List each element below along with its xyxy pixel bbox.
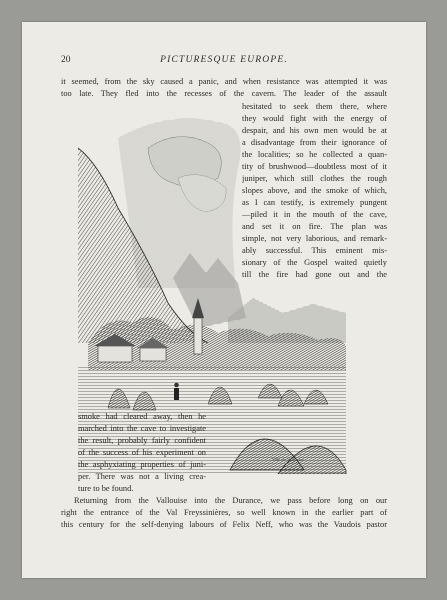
body-line: slopes above, and the smoke of which, bbox=[242, 186, 387, 195]
body-line: hesitated to seek them there, where bbox=[242, 102, 387, 111]
body-line: juniper, which still clothes the rough bbox=[242, 174, 387, 183]
body-line: smoke had cleared away, then he bbox=[78, 412, 206, 421]
house bbox=[140, 348, 166, 361]
body-line: of the success of his experiment on bbox=[78, 448, 206, 457]
body-line: it seemed, from the sky caused a panic, and when resistance was attempted it was bbox=[61, 77, 387, 86]
body-line: the asphyxiating properties of juni- bbox=[78, 460, 206, 469]
book-page bbox=[22, 22, 426, 578]
body-line: a disadvantage from their ignorance of bbox=[242, 138, 387, 147]
body-line: tity of brushwood—doubtless most of it bbox=[242, 162, 387, 171]
body-line: per. There was not a living crea- bbox=[78, 472, 206, 481]
farmer-figure bbox=[174, 388, 179, 400]
illustration-caption: Ville de Vallouise bbox=[272, 457, 304, 462]
body-line: ably successful. This eminent mis- bbox=[242, 246, 387, 255]
page-number: 20 bbox=[61, 55, 71, 65]
house bbox=[98, 346, 132, 362]
page-header bbox=[22, 55, 426, 69]
body-line: —piled it in the mouth of the cave, bbox=[242, 210, 387, 219]
body-line: sionary of the Gospel waited quietly bbox=[242, 258, 387, 267]
body-line: till the fire had gone out and the bbox=[242, 270, 387, 279]
body-line: as I can testify, is extremely pungent bbox=[242, 198, 387, 207]
running-title: PICTURESQUE EUROPE. bbox=[160, 55, 288, 65]
body-line: Returning from the Vallouise into the Durance, we pass before long on our bbox=[74, 496, 387, 505]
body-line: ture to be found. bbox=[78, 484, 134, 493]
body-line: and set it on fire. The plan was bbox=[242, 222, 387, 231]
body-line: too late. They fled into the recesses of the cavern. The leader of the assault bbox=[61, 89, 387, 98]
body-line: this century for the self-denying labours of Felix Neff, who was the Vaudois pastor bbox=[61, 520, 387, 529]
body-line: right the entrance of the Val Freyssinières, so well known in the earlier part of bbox=[61, 508, 387, 517]
church-tower bbox=[194, 318, 202, 354]
body-line: they would fight with the energy of bbox=[242, 114, 387, 123]
body-line: simple, not very laborious, and remark- bbox=[242, 234, 387, 243]
body-line: despair, and his own men would be at bbox=[242, 126, 387, 135]
body-line: marched into the cave to investigate bbox=[78, 424, 206, 433]
body-line: the localities; so he collected a quan- bbox=[242, 150, 387, 159]
body-line: the result, probably fairly confident bbox=[78, 436, 206, 445]
